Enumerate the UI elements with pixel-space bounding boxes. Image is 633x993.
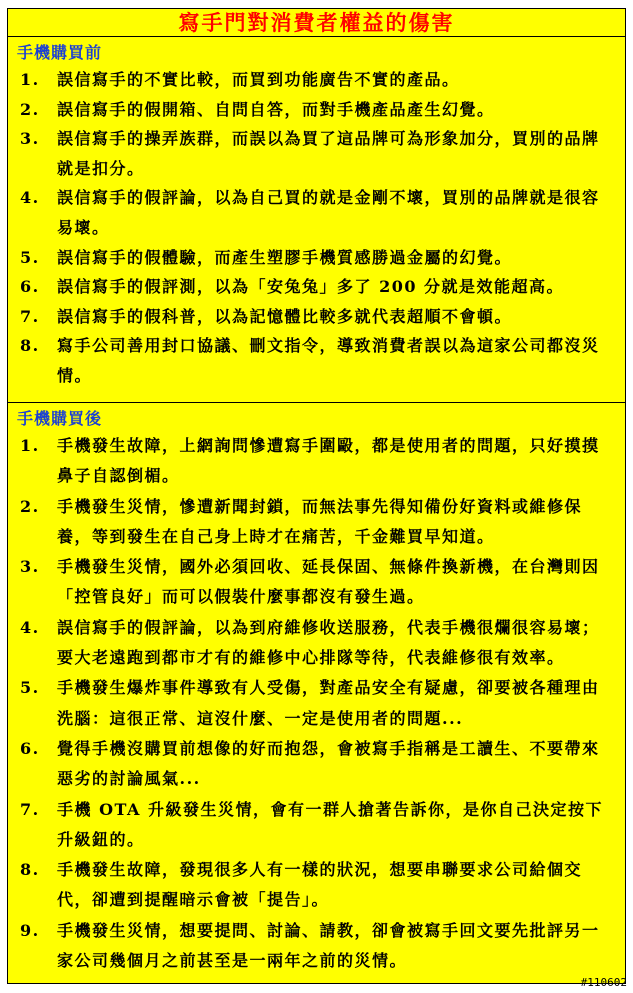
section-heading-before: 手機購買前 [17, 43, 103, 62]
list-item [17, 916, 611, 977]
list-item [17, 552, 611, 613]
item-number: 6. [20, 277, 40, 297]
document-panel [7, 8, 626, 984]
item-text: 誤信寫手的不實比較，而買到功能廣告不實的產品。 [57, 70, 460, 89]
item-number: 1. [20, 436, 40, 455]
item-text: 覺得手機沒購買前想像的好而抱怨，會被寫手指稱是工讀生、不要帶來惡劣的討論風氣... [57, 738, 600, 789]
section-heading-after: 手機購買後 [17, 409, 103, 428]
before-list [17, 65, 611, 391]
after-list [17, 431, 611, 976]
list-item [17, 331, 611, 390]
list-item [17, 431, 611, 492]
item-text: 手機發生災情，慘遭新聞封鎖，而無法事先得知備份好資料或維修保養，等到發生在自己身上時才在痛苦，千金難買早知道。 [57, 496, 583, 546]
list-item [17, 95, 611, 125]
document-id-stamp: #110602 [580, 976, 627, 989]
item-number: 7. [20, 306, 40, 326]
list-item [17, 613, 611, 674]
item-number: 4. [20, 617, 40, 637]
item-text: 手機發生爆炸事件導致有人受傷，對產品安全有疑慮，卻要被各種理由洗腦：這很正常、這沒什麼、一定是使用者的問題... [57, 678, 600, 728]
item-text: 誤信寫手的假評測，以為「安兔兔」多了 200 分就是效能超高。 [57, 277, 565, 297]
item-text: 寫手公司善用封口協議、刪文指令，導致消費者誤以為這家公司都沒災情。 [57, 336, 600, 385]
item-text: 手機發生災情，國外必須回收、延長保固、無條件換新機，在台灣則因「控管良好」而可以假裝什麼事都沒有發生過。 [57, 557, 600, 607]
item-number: 5. [20, 678, 40, 698]
item-text: 誤信寫手的假評論，以為到府維修收送服務，代表手機很爛很容易壞；要大老遠跑到都市才有的維修中心排隊等待，代表維修很有效率。 [57, 617, 600, 668]
item-number: 7. [20, 799, 40, 819]
list-item [17, 272, 611, 302]
item-text: 手機發生災情，想要提問、討論、請教，卻會被寫手回文要先批評另一家公司幾個月之前甚至是一兩年之前的災情。 [57, 920, 600, 971]
item-number: 6. [20, 738, 40, 758]
item-text: 手機 OTA 升級發生災情，會有一群人搶著告訴你，是你自己決定按下升級鈕的。 [57, 799, 604, 849]
item-number: 1. [20, 70, 40, 89]
item-number: 9. [20, 920, 40, 940]
item-number: 2. [20, 496, 40, 516]
list-item [17, 673, 611, 734]
list-item [17, 65, 611, 95]
item-text: 手機發生故障，上網詢問慘遭寫手圍毆，都是使用者的問題，只好摸摸鼻子自認倒楣。 [57, 436, 600, 486]
list-item [17, 855, 611, 916]
item-text: 誤信寫手的假開箱、自問自答，而對手機產品產生幻覺。 [57, 99, 495, 119]
list-item [17, 243, 611, 273]
list-item [17, 734, 611, 795]
item-number: 2. [20, 99, 40, 119]
item-number: 8. [20, 860, 40, 880]
item-text: 誤信寫手的假評論，以為自己買的就是金剛不壞，買別的品牌就是很容易壞。 [57, 188, 600, 237]
list-item [17, 492, 611, 553]
document-title: 寫手門對消費者權益的傷害 [8, 9, 625, 37]
item-number: 8. [20, 336, 40, 356]
item-text: 手機發生故障，發現很多人有一樣的狀況，想要串聯要求公司給個交代，卻遭到提醒暗示會被「提告」。 [57, 860, 583, 910]
item-text: 誤信寫手的假科普，以為記憶體比較多就代表超順不會頓。 [57, 306, 513, 326]
item-text: 誤信寫手的假體驗，而產生塑膠手機質感勝過金屬的幻覺。 [57, 247, 513, 267]
list-item [17, 183, 611, 242]
list-item [17, 302, 611, 332]
section-before-purchase [8, 37, 625, 403]
item-number: 3. [20, 557, 40, 577]
list-item [17, 124, 611, 183]
item-number: 5. [20, 247, 40, 267]
item-number: 4. [20, 188, 40, 208]
list-item [17, 795, 611, 856]
item-number: 3. [20, 129, 40, 149]
section-after-purchase [8, 403, 625, 983]
item-text: 誤信寫手的操弄族群，而誤以為買了這品牌可為形象加分，買別的品牌就是扣分。 [57, 129, 600, 178]
